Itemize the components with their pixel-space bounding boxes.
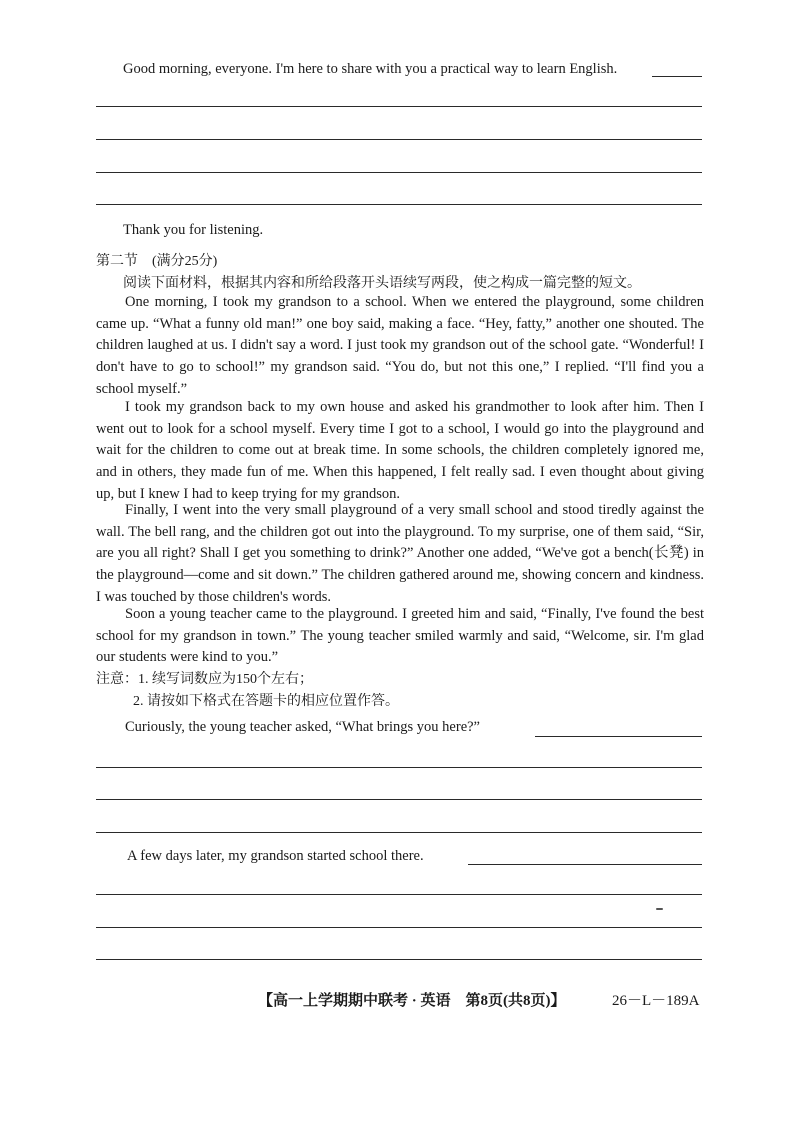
answer-line[interactable] (96, 959, 702, 960)
closing-sentence: Thank you for listening. (123, 222, 264, 238)
continuation-prompt-2: A few days later, my grandson started school there. (127, 848, 424, 864)
answer-line[interactable] (96, 767, 702, 768)
section-heading: 第二节 (满分25分) (96, 254, 218, 269)
answer-blank-opening[interactable] (652, 76, 702, 77)
note-word-count: 注意：1. 续写词数应为150个左右； (96, 672, 313, 687)
opening-sentence: Good morning, everyone. I'm here to share with you a practical way to learn English. (123, 61, 618, 77)
answer-line[interactable] (96, 799, 702, 800)
answer-line[interactable] (96, 894, 702, 895)
story-paragraph-2: I took my grandson back to my own house and asked his grandmother to look after him. Then I went out to look for a school myself. Every time I got to a school, I would go into the playground and wait for the children to come out at break time. In some schools, the children completely ignored me, and in others, they made fun of me. When this happened, I felt really sad. I even thought about giving up, but I knew I had to keep trying for my grandson. (96, 399, 704, 502)
page-footer-code: 26－L－189A (612, 993, 700, 1009)
stray-mark (656, 908, 663, 910)
answer-line[interactable] (96, 204, 702, 205)
answer-line[interactable] (96, 106, 702, 107)
page-footer-title: 【高一上学期期中联考 · 英语 第8页(共8页)】 (258, 993, 566, 1009)
note-answer-format: 2. 请按如下格式在答题卡的相应位置作答。 (133, 694, 399, 709)
answer-line[interactable] (96, 927, 702, 928)
continuation-prompt-1: Curiously, the young teacher asked, “What brings you here?” (125, 719, 480, 735)
story-paragraph-3: Finally, I went into the very small playground of a very small school and stood tiredly against the wall. The bell rang, and the children got out into the playground. To my surprise, one of them said, “Sir, are you all right? Shall I get you something to drink?” Another one added, “We've got a bench(长凳) in the playground—come and sit down.” The children gathered around me, showing concern and kindness. I was touched by those children's words. (96, 502, 704, 605)
story-paragraph-1: One morning, I took my grandson to a school. When we entered the playground, some children came up. “What a funny old man!” one boy said, making a face. “Hey, fatty,” another one shouted. The children laughed at us. I didn't say a word. I just took my grandson out of the school gate. “Wonderful! I don't have to go to school!” my grandson said. “You do, but not this one,” I replied. “I'll find you a school myself.” (96, 294, 704, 397)
answer-line[interactable] (96, 139, 702, 140)
section-instruction: 阅读下面材料，根据其内容和所给段落开头语续写两段，使之构成一篇完整的短文。 (123, 276, 641, 291)
answer-line[interactable] (96, 832, 702, 833)
answer-blank-prompt-2[interactable] (468, 864, 702, 865)
answer-line[interactable] (96, 172, 702, 173)
story-paragraph-4: Soon a young teacher came to the playground. I greeted him and said, “Finally, I've found the best school for my grandson in town.” The young teacher smiled warmly and said, “Welcome, sir. I'm glad our students were kind to you.” (96, 606, 704, 666)
answer-blank-prompt-1[interactable] (535, 736, 702, 737)
